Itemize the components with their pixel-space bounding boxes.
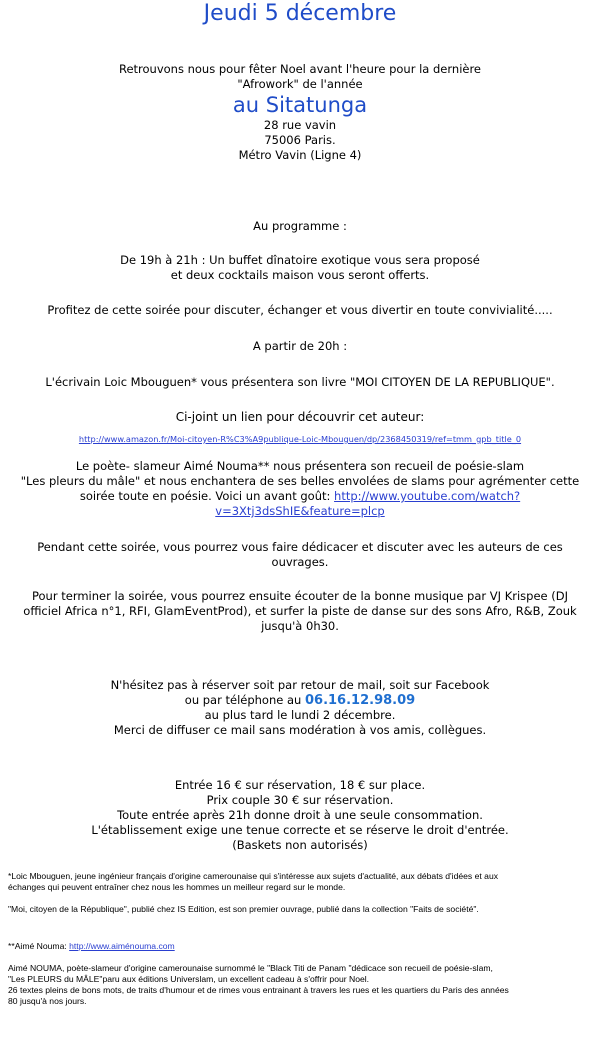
amazon-link[interactable]: http://www.amazon.fr/Moi-citoyen-R%C3%A9publique-Loic-Mbouguen/dp/2368450319/ref=tmm_gpb_title_0 <box>78 434 522 444</box>
intro-section <box>0 62 600 163</box>
phone-number: 06.16.12.98.09 <box>304 693 416 708</box>
aime-website-link[interactable]: http://www.aiménouma.com <box>69 941 175 951</box>
music-text: Pour terminer la soirée, vous pourrez ensuite écouter de la bonne musique par VJ Krispee (DJ officiel Africa n°1, RFI, GlamEventProd), et surfer la piste de danse sur des sons Afro, R&B, Zouk jusqu'à 0h30. <box>23 589 577 633</box>
footnote-aime-label: **Aimé Nouma: http://www.aiménouma.com <box>8 941 175 951</box>
buffet-info <box>0 253 600 283</box>
footnote-book: "Moi, citoyen de la République", publié chez IS Edition, est son premier ouvrage, publié dans la collection "Faits de société". <box>8 904 479 914</box>
page-title: Jeudi 5 décembre <box>203 1 397 26</box>
footnote-aime: Aimé NOUMA, poète-slameur d'origine camerounaise surnommé le "Black Titi de Panam "dédicace son recueil de poésie-slam, "Les PLEURS du MÂLE"paru aux éditions Universlam, un excellent cadeau à s'offrir pour Noel. 26 textes pleins de bons mots, de traits d'humour et de rimes vous entrainant à travers les rues et les quartiers du Paris des années 80 jusqu'à nos jours. <box>8 963 509 1006</box>
youtube-link[interactable]: http://www.youtube.com/watch? <box>334 489 521 503</box>
link-intro: Ci-joint un lien pour découvrir cet auteur: <box>175 410 425 424</box>
intro-line: "Afrowork" de l'année <box>237 77 363 91</box>
reservation-section: N'hésitez pas à réserver soit par retour de mail, soit sur Facebook ou par téléphone au 06.16.12.98.09 au plus tard le lundi 2 décembre. Merci de diffuser ce mail sans modération à vos amis, collègues. <box>110 678 490 737</box>
programme-heading: Au programme : <box>253 219 347 233</box>
footnote-loic: *Loic Mbouguen, jeune ingénieur français d'origine camerounaise qui s'intéresse aux sujets d'actualité, aux débats d'idées et aux échanges qui peuvent entraîner chez nous les hommes un meilleur regard sur le monde. <box>8 871 499 892</box>
poet-section <box>0 459 600 519</box>
profitez-text: Profitez de cette soirée pour discuter, échanger et vous divertir en toute convivialité..... <box>47 303 553 317</box>
address-city: 75006 Paris. <box>264 133 336 147</box>
address-street: 28 rue vavin <box>263 118 337 132</box>
metro-info: Métro Vavin (Ligne 4) <box>238 148 362 162</box>
writer-text: L'écrivain Loic Mbouguen* vous présentera son livre "MOI CITOYEN DE LA REPUBLIQUE". <box>45 375 555 389</box>
prices-section: Entrée 16 € sur réservation, 18 € sur place. Prix couple 30 € sur réservation. Toute entrée après 21h donne droit à une seule consommation. L'établissement exige une tenue correcte et se réserve le droit d'entrée. (Baskets non autorisés) <box>91 778 509 852</box>
buffet-line: et deux cocktails maison vous seront offerts. <box>170 268 430 282</box>
poet-line: soirée toute en poésie. Voici un avant goût: http://www.youtube.com/watch? <box>79 489 521 503</box>
poet-line: Le poète- slameur Aimé Nouma** nous présentera son recueil de poésie-slam <box>75 459 525 473</box>
dedicace-text: Pendant cette soirée, vous pourrez vous faire dédicacer et discuter avec les auteurs de ces ouvrages. <box>37 540 563 569</box>
buffet-line: De 19h à 21h : Un buffet dînatoire exotique vous sera proposé <box>120 253 480 267</box>
poet-line: "Les pleurs du mâle" et nous enchantera de ses belles envolées de slams pour agrémenter cette <box>20 474 580 488</box>
from-20h-heading: A partir de 20h : <box>252 339 348 353</box>
intro-line: Retrouvons nous pour fêter Noel avant l'heure pour la dernière <box>118 62 482 76</box>
youtube-link-cont[interactable]: v=3Xtj3dsShIE&feature=plcp <box>215 504 385 518</box>
venue-name: au Sitatunga <box>232 93 368 117</box>
